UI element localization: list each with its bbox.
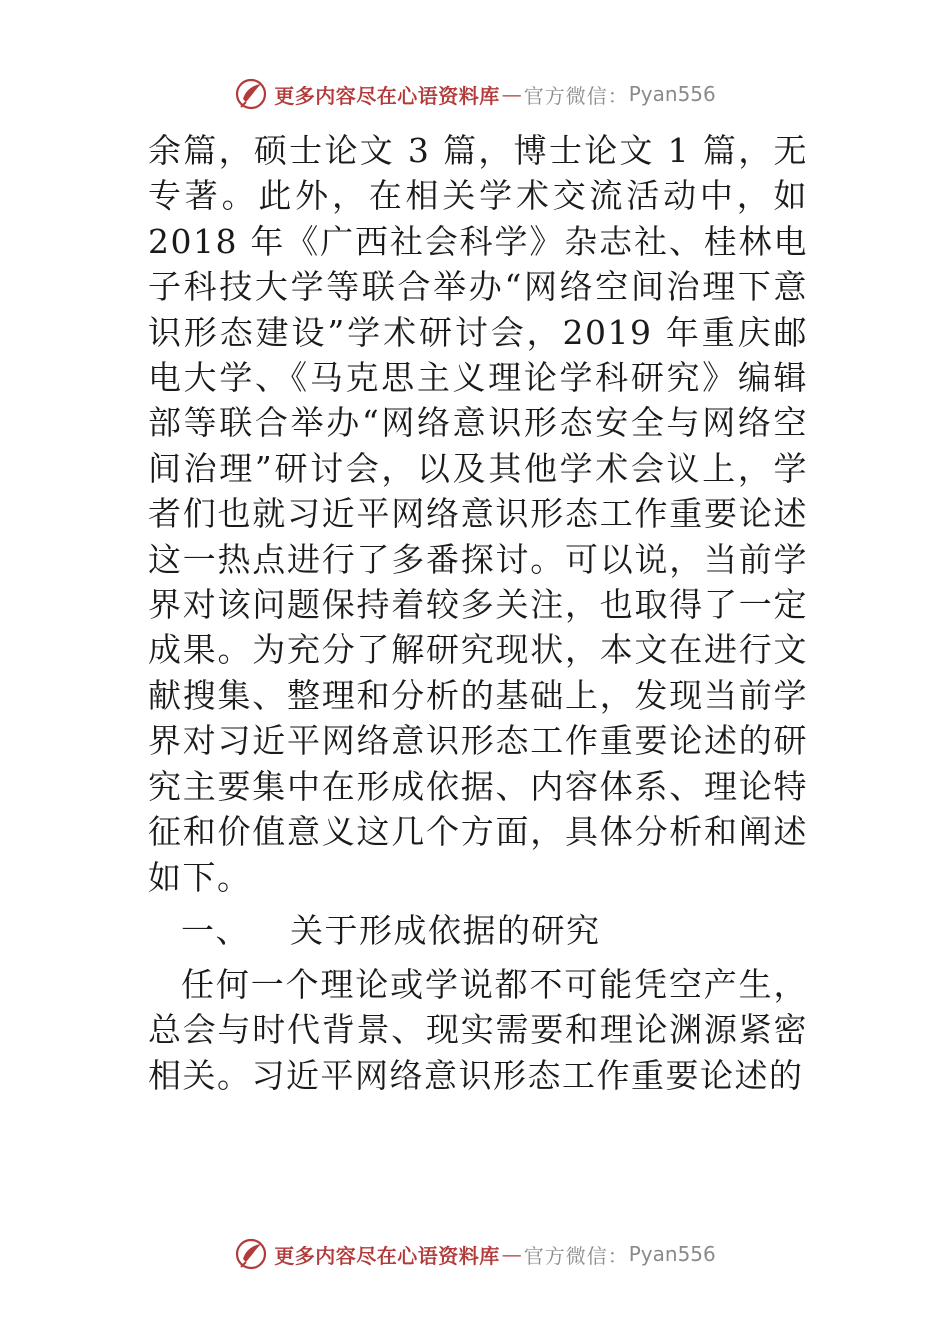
- logo-icon: [234, 77, 268, 111]
- banner-dash: —: [501, 1242, 522, 1266]
- document-body: [148, 128, 808, 1098]
- section-number: 一、: [181, 910, 250, 950]
- banner-main-text: 更多内容尽在心语资料库: [274, 1243, 500, 1268]
- body-paragraph-2: 任何一个理论或学说都不可能凭空产生，总会与时代背景、现实需要和理论渊源紧密相关。习近平网络意识形态工作重要论述的: [148, 964, 808, 1095]
- banner-wechat-label: 官方微信：: [523, 83, 629, 108]
- banner-wechat-id: Pyan556: [628, 1242, 716, 1266]
- banner-main-text: 更多内容尽在心语资料库: [274, 83, 500, 108]
- footer-watermark-banner: [0, 1232, 950, 1276]
- banner-wechat-id: Pyan556: [628, 82, 716, 106]
- header-watermark-banner: [0, 72, 950, 116]
- banner-wechat-label: 官方微信：: [523, 1243, 629, 1268]
- logo-icon: [234, 1237, 268, 1271]
- banner-dash: —: [501, 82, 522, 106]
- body-paragraph-1: 余篇，硕士论文 3 篇，博士论文 1 篇，无专著。此外，在相关学术交流活动中，如 2018 年《广西社会科学》杂志社、桂林电子科技大学等联合举办“网络空间治理下意识形态建设”学术研讨会，2019 年重庆邮电大学、《马克思主义理论学科研究》编辑部等联合举办“网络意识形态安全与网络空间治理”研讨会，以及其他学术会议上，学者们也就习近平网络意识形态工作重要论述这一热点进行了多番探讨。可以说，当前学界对该问题保持着较多关注，也取得了一定成果。为充分了解研究现状，本文在进行文献搜集、整理和分析的基础上，发现当前学界对习近平网络意识形态工作重要论述的研究主要集中在形成依据、内容体系、理论特征和价值意义这几个方面，具体分析和阐述如下。: [148, 131, 808, 897]
- section-title: 关于形成依据的研究: [290, 910, 601, 950]
- section-heading: [148, 900, 808, 962]
